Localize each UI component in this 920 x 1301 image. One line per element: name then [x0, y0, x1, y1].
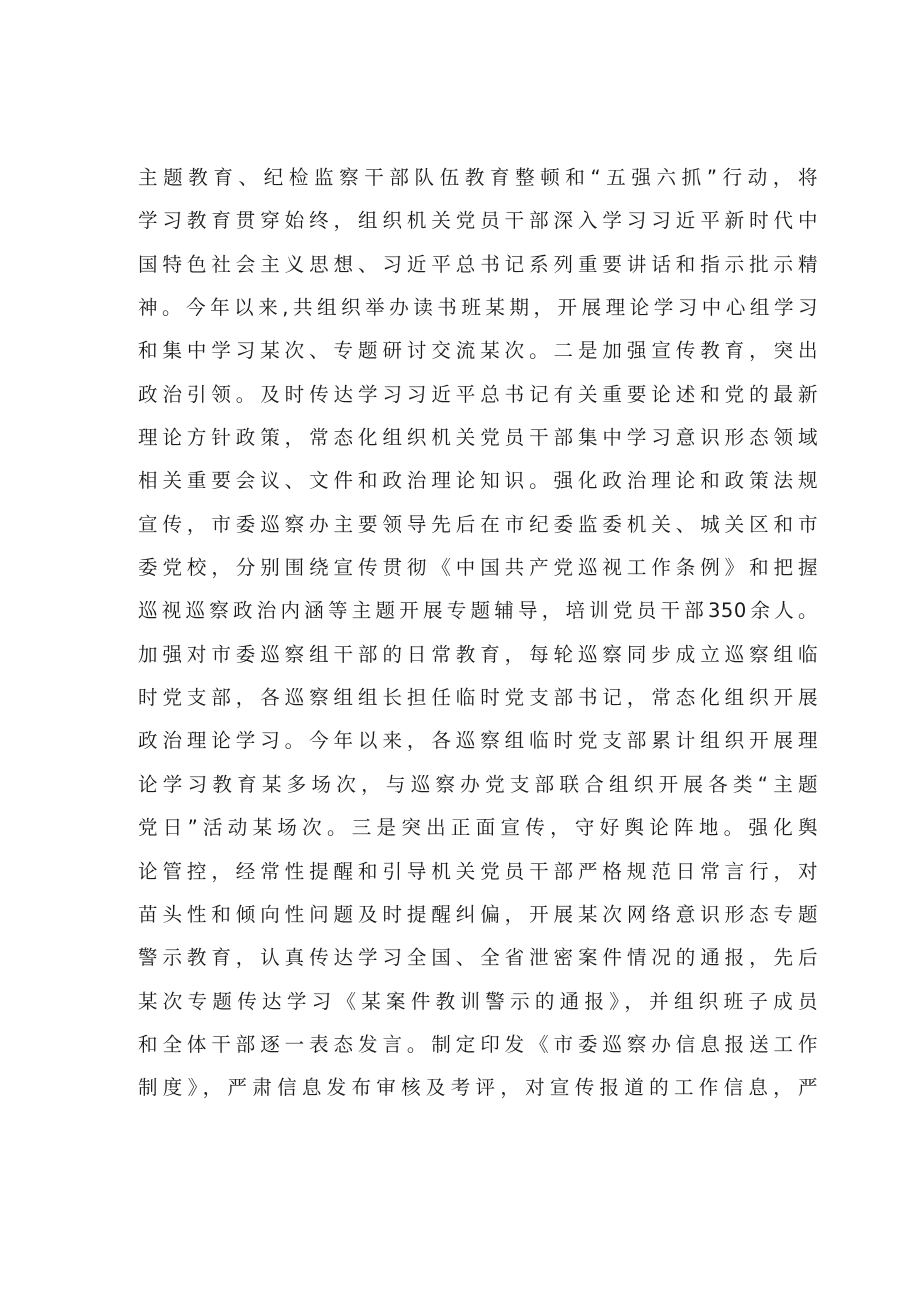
text-line: 政治理论学习。今年以来，各巡察组临时党支部累计组织开展理	[138, 729, 818, 753]
text-line: 学习教育贯穿始终，组织机关党员干部深入学习习近平新时代中	[138, 209, 818, 233]
text-line: 神。今年以来,共组织举办读书班某期，开展理论学习中心组学习	[138, 296, 818, 320]
text-line: 时党支部，各巡察组组长担任临时党支部书记，常态化组织开展	[138, 686, 818, 710]
text-line: 宣传，市委巡察办主要领导先后在市纪委监委机关、城关区和市	[138, 512, 818, 536]
text-line: 和全体干部逐一表态发言。制定印发《市委巡察办信息报送工作	[138, 1032, 818, 1056]
text-line: 政治引领。及时传达学习习近平总书记有关重要论述和党的最新	[138, 382, 818, 406]
text-line: 论学习教育某多场次，与巡察办党支部联合组织开展各类“主题	[138, 772, 818, 796]
body-text	[138, 156, 818, 1110]
text-line: 党日”活动某场次。三是突出正面宣传，守好舆论阵地。强化舆	[138, 816, 818, 840]
text-line: 国特色社会主义思想、习近平总书记系列重要讲话和指示批示精	[138, 252, 818, 276]
text-line: 论管控，经常性提醒和引导机关党员干部严格规范日常言行，对	[138, 859, 818, 883]
text-line: 理论方针政策，常态化组织机关党员干部集中学习意识形态领域	[138, 426, 818, 450]
text-line: 相关重要会议、文件和政治理论知识。强化政治理论和政策法规	[138, 469, 818, 493]
text-line: 巡视巡察政治内涵等主题开展专题辅导，培训党员干部350余人。	[138, 599, 818, 623]
text-line: 委党校，分别围绕宣传贯彻《中国共产党巡视工作条例》和把握	[138, 556, 818, 580]
text-line: 和集中学习某次、专题研讨交流某次。二是加强宣传教育，突出	[138, 339, 818, 363]
text-line: 警示教育，认真传达学习全国、全省泄密案件情况的通报，先后	[138, 946, 818, 970]
text-line: 主题教育、纪检监察干部队伍教育整顿和“五强六抓”行动，将	[138, 166, 818, 189]
text-line: 制度》，严肃信息发布审核及考评，对宣传报道的工作信息，严	[138, 1076, 818, 1100]
text-line: 某次专题传达学习《某案件教训警示的通报》，并组织班子成员	[138, 989, 818, 1013]
text-line: 苗头性和倾向性问题及时提醒纠偏，开展某次网络意识形态专题	[138, 902, 818, 926]
text-line: 加强对市委巡察组干部的日常教育，每轮巡察同步成立巡察组临	[138, 642, 818, 666]
